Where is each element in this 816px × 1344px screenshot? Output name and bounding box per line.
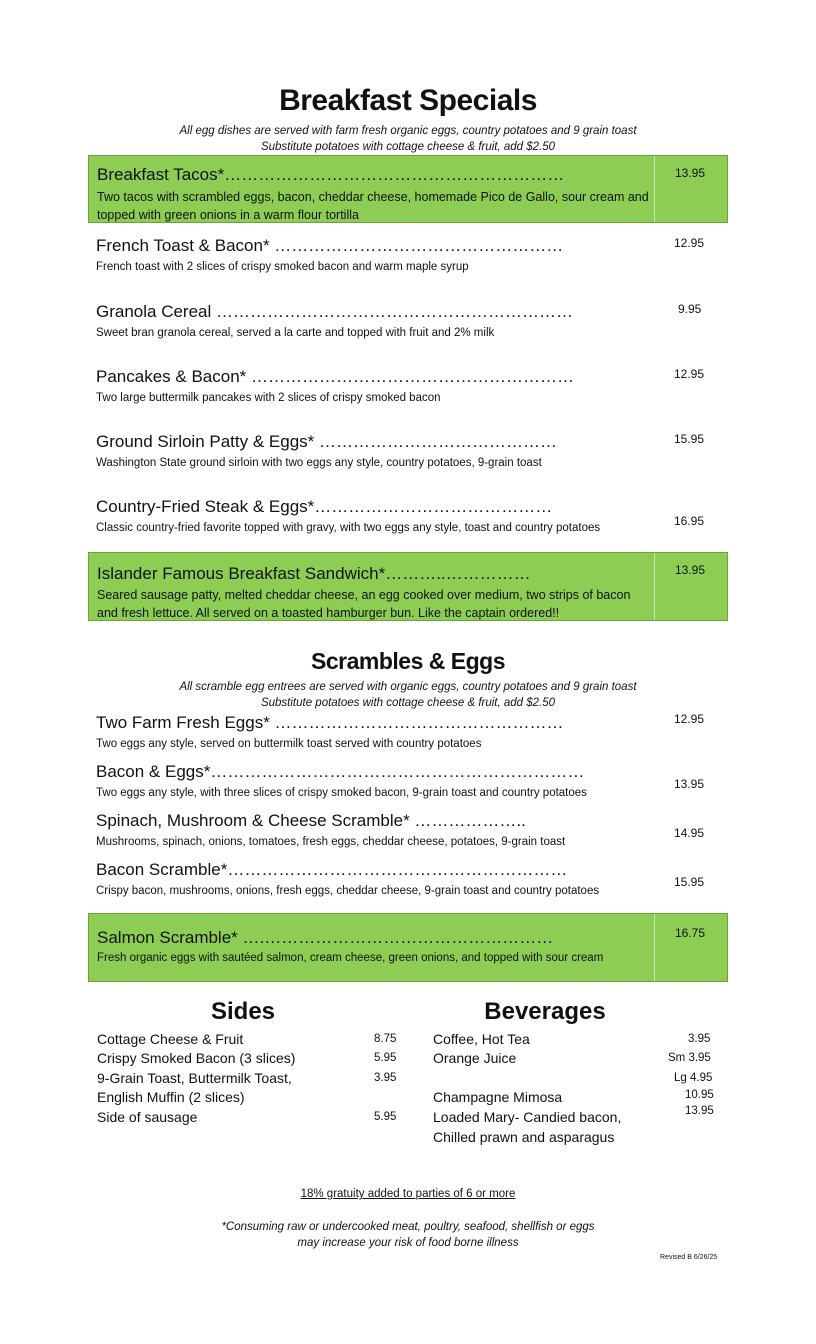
item-name: French Toast & Bacon* …………………………………………… [96, 236, 564, 255]
consumption-warning: *Consuming raw or undercooked meat, poultry, seafood, shellfish or eggs [221, 1221, 595, 1233]
item-description: Two eggs any style, served on buttermilk toast served with country potatoes [96, 738, 482, 750]
item-price: 12.95 [674, 712, 705, 726]
menu-item [88, 489, 728, 545]
menu-item [88, 228, 728, 284]
egg-note: All egg dishes are served with farm fresh organic eggs, country potatoes and 9 grain toast [179, 125, 637, 137]
substitute-note: Substitute potatoes with cottage cheese & fruit, add $2.50 [260, 141, 556, 153]
item-price: 14.95 [674, 826, 705, 840]
divider [654, 156, 655, 222]
beverage-price: 13.95 [685, 1105, 714, 1117]
menu-item [88, 710, 728, 754]
beverage-price: 10.95 [685, 1089, 714, 1101]
beverage-item: Orange Juice [433, 1050, 517, 1066]
item-price: 16.95 [674, 514, 705, 528]
side-item: Cottage Cheese & Fruit [97, 1031, 244, 1047]
item-description: Seared sausage patty, melted cheddar cheese, an egg cooked over medium, two strips of bacon and fresh lettuce. All served on a toasted hamburger bun. Like the captain ordered!! [97, 588, 631, 620]
item-name: Country-Fried Steak & Eggs*…………………………………… [96, 497, 553, 516]
item-name: Breakfast Tacos*…………………………………………………… [97, 165, 565, 184]
menu-item [88, 858, 728, 902]
item-price: 16.75 [675, 926, 706, 940]
item-description: Two large buttermilk pancakes with 2 slices of crispy smoked bacon [96, 392, 441, 404]
item-name: Bacon & Eggs*………………………………………………………… [96, 762, 585, 781]
page-title: Breakfast Specials [279, 84, 537, 117]
side-price: 5.95 [374, 1111, 397, 1123]
item-name: Two Farm Fresh Eggs* …………………………………………… [96, 713, 564, 732]
item-name: Granola Cereal ……………………………………………………… [96, 302, 574, 321]
side-price: 5.95 [374, 1052, 397, 1064]
item-price: 15.95 [674, 875, 705, 889]
beverage-price: Sm 3.95 [668, 1052, 711, 1064]
side-item: Crispy Smoked Bacon (3 slices) [97, 1050, 296, 1066]
item-name: Bacon Scramble*…………………………………………………… [96, 860, 568, 879]
gratuity-note: 18% gratuity added to parties of 6 or more [300, 1188, 516, 1200]
beverages-title: Beverages [484, 998, 606, 1025]
revision-label: Revised B 6/26/25 [660, 1254, 718, 1261]
item-description: Two tacos with scrambled eggs, bacon, cheddar cheese, homemade Pico de Gallo, sour cream and topped with green onions in a warm flour tortilla [97, 190, 649, 222]
menu-item [88, 359, 728, 415]
menu-item [88, 155, 728, 223]
menu-item [88, 760, 728, 804]
item-price: 13.95 [674, 777, 705, 791]
beverage-price: Lg 4.95 [674, 1072, 713, 1084]
divider [654, 553, 655, 620]
item-name: Pancakes & Bacon* ………………………………………………… [96, 367, 574, 386]
item-description: Sweet bran granola cereal, served a la carte and topped with fruit and 2% milk [96, 327, 495, 339]
side-price: 3.95 [374, 1072, 397, 1084]
item-name: Ground Sirloin Patty & Eggs* …………………………………… [96, 432, 558, 451]
menu-item [88, 809, 728, 853]
item-description: Two eggs any style, with three slices of crispy smoked bacon, 9-grain toast and country potatoes [96, 787, 587, 799]
side-item: 9-Grain Toast, Buttermilk Toast, [97, 1070, 292, 1086]
beverage-price: 3.95 [688, 1033, 711, 1045]
item-name: Spinach, Mushroom & Cheese Scramble* ……………….. [96, 811, 526, 830]
item-name: Salmon Scramble* ….…………………………………………… [97, 928, 554, 947]
beverage-item: Coffee, Hot Tea [433, 1031, 530, 1047]
consumption-warning: may increase your risk of food borne illness [297, 1237, 519, 1249]
item-price: 15.95 [674, 432, 705, 446]
menu-item [88, 552, 728, 621]
divider [654, 914, 655, 981]
item-description: Crispy bacon, mushrooms, onions, fresh eggs, cheddar cheese, 9-grain toast and country potatoes [96, 885, 600, 897]
item-price: 9.95 [678, 302, 702, 316]
menu-item [88, 424, 728, 480]
item-price: 12.95 [674, 367, 705, 381]
item-description: Fresh organic eggs with sautéed salmon, cream cheese, green onions, and topped with sour cream [97, 952, 604, 964]
menu-item [88, 294, 728, 350]
item-description: Classic country-fried favorite topped with gravy, with two eggs any style, toast and country potatoes [96, 522, 601, 534]
section-title: Scrambles & Eggs [311, 648, 505, 674]
side-item: English Muffin (2 slices) [97, 1089, 245, 1105]
item-description: French toast with 2 slices of crispy smoked bacon and warm maple syrup [96, 261, 469, 273]
item-description: Washington State ground sirloin with two eggs any style, country potatoes, 9-grain toast [96, 457, 542, 469]
beverage-item: Chilled prawn and asparagus [433, 1129, 615, 1145]
item-price: 13.95 [675, 563, 706, 577]
beverage-item: Champagne Mimosa [433, 1089, 563, 1105]
item-price: 12.95 [674, 236, 705, 250]
beverage-item: Loaded Mary- Candied bacon, [433, 1109, 622, 1125]
scramble-note: All scramble egg entrees are served with organic eggs, country potatoes and 9 grain toast [179, 681, 637, 693]
menu-item [88, 913, 728, 982]
substitute-note: Substitute potatoes with cottage cheese & fruit, add $2.50 [260, 697, 556, 709]
side-item: Side of sausage [97, 1109, 198, 1125]
side-price: 8.75 [374, 1033, 397, 1045]
item-name: Islander Famous Breakfast Sandwich*………..…………… [97, 564, 531, 583]
sides-title: Sides [210, 998, 276, 1025]
item-description: Mushrooms, spinach, onions, tomatoes, fresh eggs, cheddar cheese, potatoes, 9-grain toast [96, 836, 566, 848]
item-price: 13.95 [675, 166, 706, 180]
